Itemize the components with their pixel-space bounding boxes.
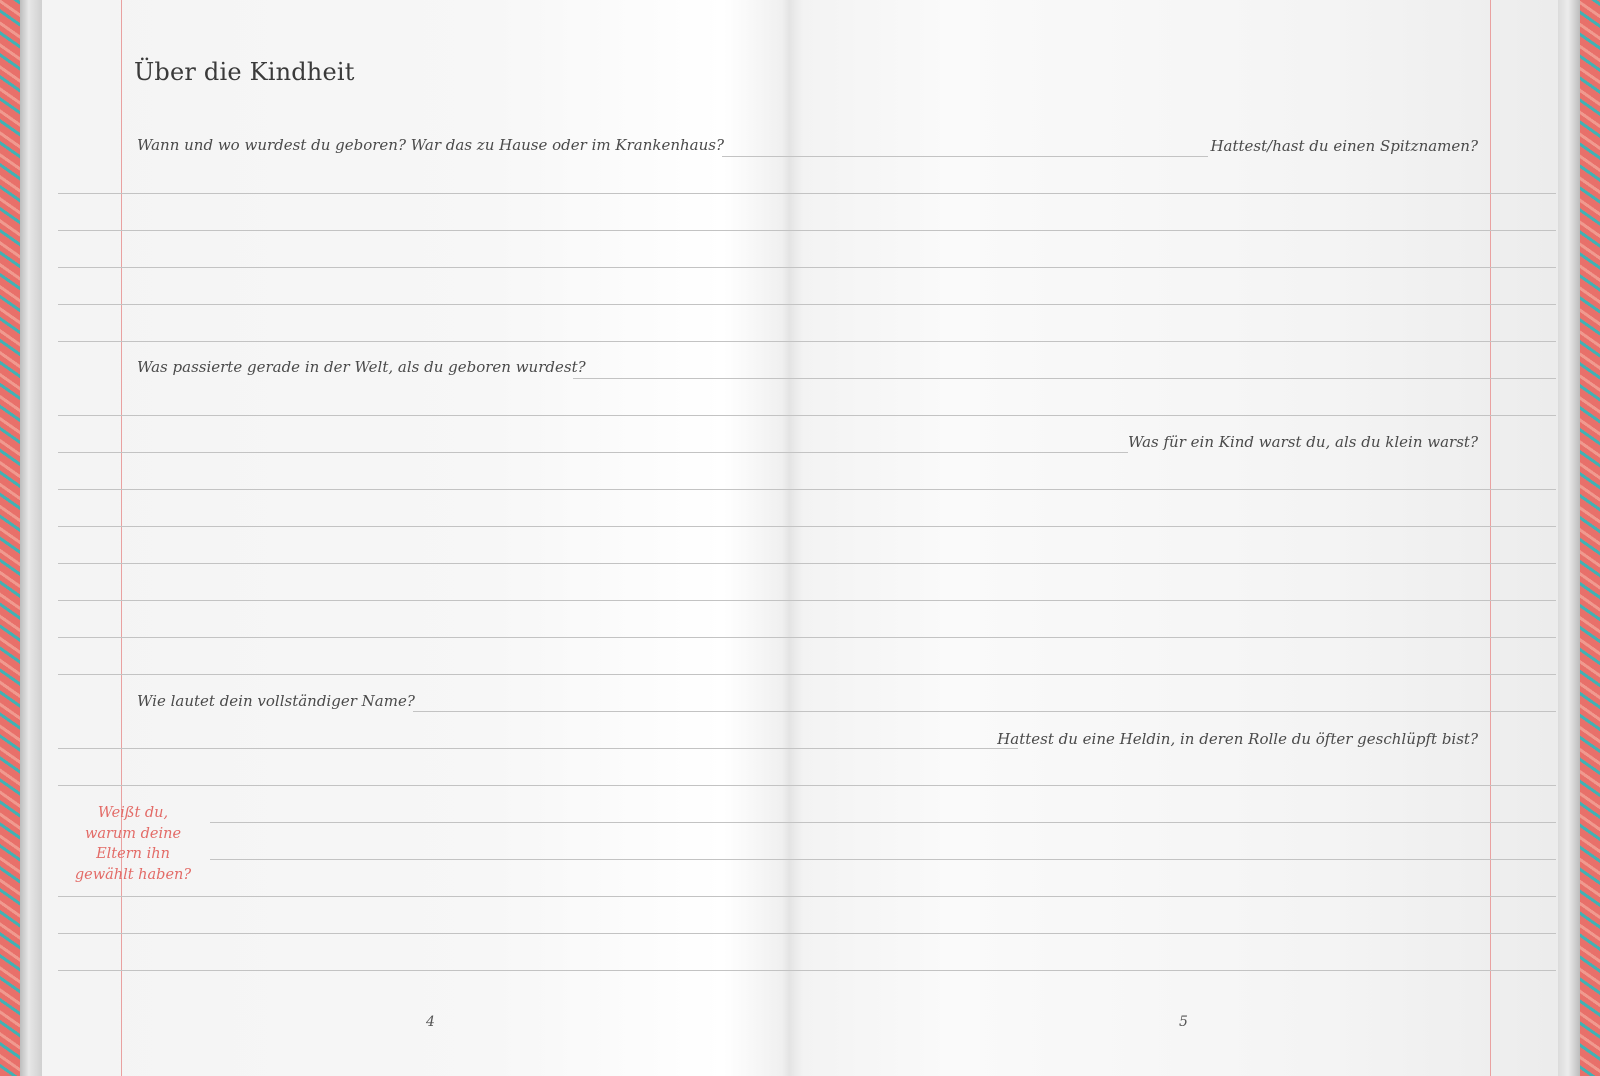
page-number-right: 5 bbox=[1179, 1014, 1188, 1030]
answer-line[interactable] bbox=[413, 711, 1556, 712]
answer-line[interactable] bbox=[58, 563, 1556, 564]
answer-line[interactable] bbox=[58, 600, 1556, 601]
answer-line[interactable] bbox=[58, 785, 1556, 786]
answer-line[interactable] bbox=[722, 156, 1208, 157]
margin-line-left bbox=[121, 0, 122, 1076]
question-birth: Wann und wo wurdest du geboren? War das zu Hause oder im Krankenhaus? bbox=[137, 136, 724, 154]
answer-line[interactable] bbox=[58, 674, 1556, 675]
page-edges-right bbox=[1556, 0, 1580, 1076]
answer-line[interactable] bbox=[58, 526, 1556, 527]
answer-line[interactable] bbox=[58, 341, 1556, 342]
answer-line[interactable] bbox=[58, 637, 1556, 638]
answer-line[interactable] bbox=[58, 748, 1018, 749]
tip-line: warum deine bbox=[84, 825, 182, 842]
book-spread bbox=[42, 0, 1558, 1076]
answer-line[interactable] bbox=[58, 415, 1556, 416]
page-title: Über die Kindheit bbox=[134, 58, 355, 86]
answer-line[interactable] bbox=[58, 452, 1128, 453]
question-heroine: Hattest du eine Heldin, in deren Rolle du öfter geschlüpft bist? bbox=[997, 730, 1478, 748]
answer-line[interactable] bbox=[573, 378, 1556, 379]
answer-line[interactable] bbox=[58, 230, 1556, 231]
page-edges-left bbox=[20, 0, 42, 1076]
page-number-left: 4 bbox=[426, 1014, 435, 1030]
question-world-events: Was passierte gerade in der Welt, als du geboren wurdest? bbox=[137, 358, 586, 376]
answer-line[interactable] bbox=[58, 970, 1556, 971]
answer-line[interactable] bbox=[58, 304, 1556, 305]
margin-line-right bbox=[1490, 0, 1491, 1076]
answer-line[interactable] bbox=[58, 267, 1556, 268]
answer-line[interactable] bbox=[58, 193, 1556, 194]
question-nickname: Hattest/hast du einen Spitznamen? bbox=[1210, 137, 1478, 155]
tip-line: Weißt du, bbox=[97, 805, 169, 821]
tip-name-choice bbox=[74, 803, 192, 885]
question-full-name: Wie lautet dein vollständiger Name? bbox=[137, 692, 415, 710]
answer-line[interactable] bbox=[58, 896, 1556, 897]
answer-line[interactable] bbox=[210, 822, 1556, 823]
answer-line[interactable] bbox=[58, 933, 1556, 934]
answer-line[interactable] bbox=[210, 859, 1556, 860]
tip-line: Eltern ihn bbox=[96, 846, 170, 862]
tip-line: gewählt haben? bbox=[74, 866, 192, 883]
question-child-character: Was für ein Kind warst du, als du klein warst? bbox=[1127, 433, 1478, 451]
answer-line[interactable] bbox=[58, 489, 1556, 490]
book-cover-right bbox=[1578, 0, 1600, 1076]
